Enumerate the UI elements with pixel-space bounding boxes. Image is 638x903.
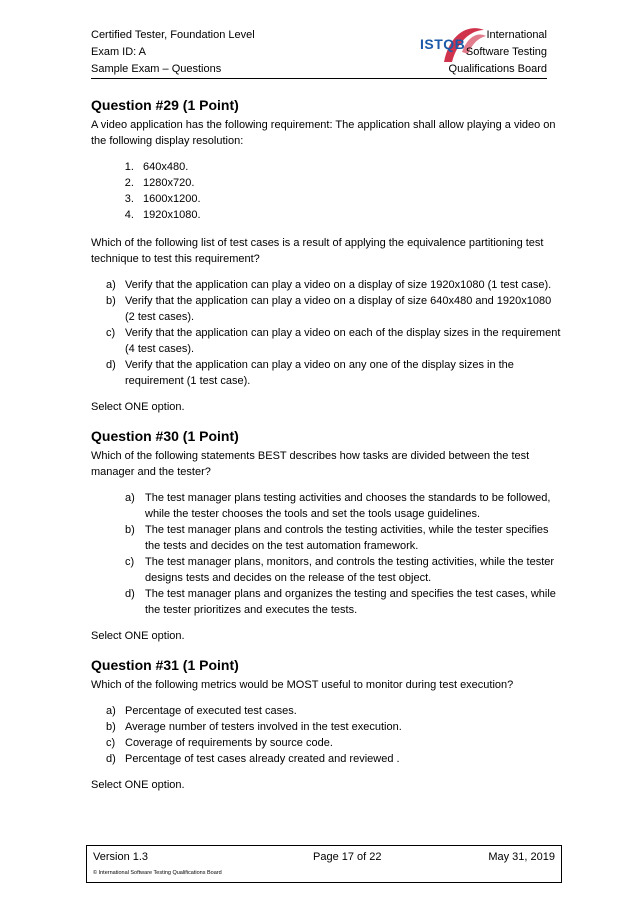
list-item: 4. 1920x1080.	[137, 207, 561, 223]
header-exam-id: Exam ID: A	[91, 46, 147, 58]
option-text: Coverage of requirements by source code.	[125, 737, 333, 749]
q29-title: Question #29 (1 Point)	[91, 97, 239, 113]
q31-options	[91, 703, 561, 767]
header-org-line3: Qualifications Board	[448, 63, 547, 75]
q31-option-a	[91, 703, 561, 719]
q30-option-d	[91, 586, 561, 618]
footer-date: May 31, 2019	[488, 851, 555, 863]
q30-title: Question #30 (1 Point)	[91, 428, 239, 444]
q29-options	[91, 277, 561, 389]
list-item: 2. 1280x720.	[137, 175, 561, 191]
q29-option-c	[91, 325, 561, 357]
logo-text: ISTQB	[420, 36, 466, 52]
footer-copyright: © International Software Testing Qualifications Board	[93, 870, 222, 876]
footer-version: Version 1.3	[93, 851, 149, 863]
footer	[86, 845, 562, 883]
option-text: The test manager plans testing activities and chooses the standards to be followed, while the tester chooses the tools and set the tools usage guidelines.	[145, 492, 551, 520]
q29-option-d	[91, 357, 561, 389]
q31-select-instruction: Select ONE option.	[91, 779, 185, 791]
q31-title: Question #31 (1 Point)	[91, 657, 239, 673]
option-text: Percentage of executed test cases.	[125, 705, 297, 717]
option-text: Verify that the application can play a video on each of the display sizes in the requirement (4 test cases).	[125, 327, 561, 355]
option-label: c)	[125, 556, 135, 568]
option-label: b)	[106, 721, 116, 733]
q29-question: Which of the following list of test cases is a result of applying the equivalence partitioning test technique to test this requirement?	[91, 237, 544, 265]
option-label: a)	[106, 705, 116, 717]
q30-select-instruction: Select ONE option.	[91, 630, 185, 642]
header-doc-title: Sample Exam – Questions	[91, 63, 222, 75]
option-label: a)	[106, 279, 116, 291]
option-label: d)	[125, 588, 135, 600]
option-label: d)	[106, 359, 116, 371]
q30-question: Which of the following statements BEST describes how tasks are divided between the test manager and the tester?	[91, 450, 530, 478]
option-label: b)	[106, 295, 116, 307]
q29-option-a	[91, 277, 561, 293]
option-label: b)	[125, 524, 135, 536]
header-left	[91, 27, 255, 78]
q31-option-c	[91, 735, 561, 751]
option-text: The test manager plans and controls the testing activities, while the tester specifies the tests and decides on the test automation framework.	[145, 524, 549, 552]
header-cert-title: Certified Tester, Foundation Level	[91, 29, 255, 41]
option-text: Average number of testers involved in the test execution.	[125, 721, 402, 733]
header-right	[449, 27, 547, 78]
q30-option-c	[91, 554, 561, 586]
option-label: d)	[106, 753, 116, 765]
option-text: The test manager plans, monitors, and controls the testing activities, while the tester designs tests and decides on the release of the test object.	[145, 556, 555, 584]
list-item: 3. 1600x1200.	[137, 191, 561, 207]
option-text: Percentage of test cases already created and reviewed .	[125, 753, 400, 765]
q30-option-b	[91, 522, 561, 554]
header-divider	[91, 78, 547, 79]
q29-select-instruction: Select ONE option.	[91, 401, 185, 413]
q31-option-d	[91, 751, 561, 767]
header-org-line2: Software Testing	[465, 46, 547, 58]
q31-question: Which of the following metrics would be MOST useful to monitor during test execution?	[91, 679, 514, 691]
option-label: c)	[106, 737, 116, 749]
q31-option-b	[91, 719, 561, 735]
list-item: 1. 640x480.	[137, 159, 561, 175]
q30-option-a	[91, 490, 561, 522]
q29-resolution-list	[91, 159, 561, 223]
option-label: a)	[125, 492, 135, 504]
q30-options	[91, 490, 561, 618]
option-text: Verify that the application can play a video on a display of size 1920x1080 (1 test case).	[125, 279, 552, 291]
page-content	[91, 96, 561, 805]
option-text: The test manager plans and organizes the testing and specifies the test cases, while the tester prioritizes and executes the tests.	[145, 588, 556, 616]
footer-page-number: Page 17 of 22	[313, 851, 382, 863]
option-text: Verify that the application can play a video on a display of size 640x480 and 1920x1080 (2 test cases).	[125, 295, 552, 323]
option-text: Verify that the application can play a video on any one of the display sizes in the requirement (1 test case).	[125, 359, 514, 387]
option-label: c)	[106, 327, 116, 339]
q29-option-b	[91, 293, 561, 325]
header-org-line1: International	[486, 29, 547, 41]
q29-intro: A video application has the following requirement: The application shall allow playing a video on the following display resolution:	[91, 119, 556, 147]
